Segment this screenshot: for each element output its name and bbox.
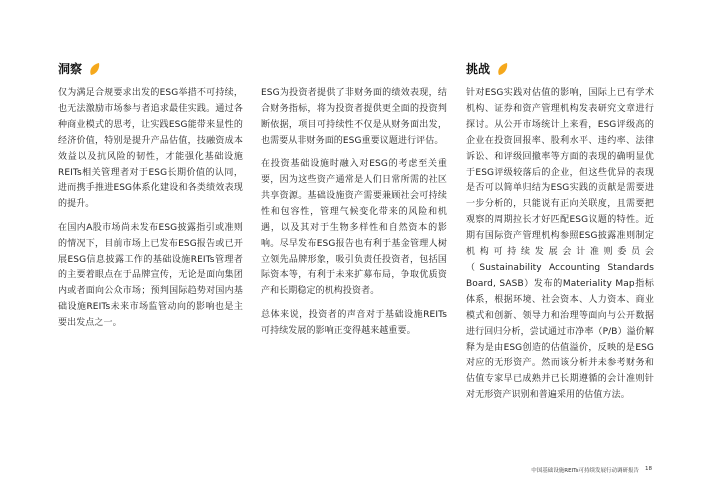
footer-title: 中国基础设施REITs可持续发展行动调研报告 <box>531 468 639 474</box>
column-insight-2 <box>261 86 447 347</box>
heading-challenge-text: 挑战 <box>466 62 491 76</box>
page-footer <box>531 466 652 474</box>
column-insight-1 <box>58 86 243 340</box>
paragraph: 总体来说，投资者的声音对于基础设施REITs可持续发展的影响正变得越来越重要。 <box>261 309 447 336</box>
heading-insight-text: 洞察 <box>58 62 83 76</box>
paragraph: 仅为满足合规要求出发的ESG举措不可持续，也无法激励市场参与者追求最佳实践。通过各种商业模式的思考，让实践ESG能带来显性的经济价值，特别是提升产品估值，技融资成本效益以及抗风险的韧性，才能强化基础设施REITs相关管理者对于ESG长期价值的认同，进而携手推进ESG体系化建设和各类绩效表现的提升。 <box>58 88 243 210</box>
paragraph: ESG为投资者提供了非财务面的绩效表现，结合财务指标，将为投资者提供更全面的投资判断依据，项目可持续性不仅是从财务面出发，也需要从非财务面的ESG重要议题进行评估。 <box>261 88 447 146</box>
paragraph: 针对ESG实践对估值的影响，国际上已有学术机构、证券和资产管理机构发表研究文章进行探讨。从公开市场统计上来看，ESG评级高的企业在投资回报率、股利水平、违约率、法律诉讼、和评级回撤率等方面的表现的确明显优于ESG评级较落后的企业，但这些优异的表现是否可以简单归结为ESG实践的贡献是需要进一步分析的，只能说有正向关联度，且需要把观察的周期拉长才好匹配ESG议题的特性。近期有国际资产管理机构参照ESG披露准则制定机构可持续发展会计准则委员会（Sustainability Accounting Standards Board, SASB）发布的Materiality Map指标体系，根据环境、社会资本、人力资本、商业模式和创新、领导力和治理等面向与公开数据进行回归分析，尝试通过市净率（P/B）溢价解释为是由ESG创造的估值溢价，反映的是ESG对应的无形资产。然而该分析并未参考财务和估值专家早已成熟并已长期遵循的会计准则针对无形资产识别和普遍采用的估值方法。 <box>466 88 654 401</box>
heading-challenge <box>466 60 508 77</box>
heading-insight <box>58 60 100 77</box>
leaf-icon <box>89 62 100 76</box>
paragraph: 在投资基础设施时融入对ESG的考虑至关重要，因为这些资产通常是人们日常所需的社区共享资源。基础设施资产需要兼顾社会可持续性和包容性，管理气候变化带来的风险和机遇，以及其对于生物多样性和自然资本的影响。尽早发布ESG报告也有利于基金管理人树立领先品牌形象，吸引负责任投资者，包括国际资本等，有利于未来扩募布局，争取优质资产和长期稳定的机构投资者。 <box>261 159 447 297</box>
paragraph: 在国内A股市场尚未发布ESG披露指引或准则的情况下，目前市场上已发布ESG报告或已开展ESG信息披露工作的基础设施REITs管理者的主要着眼点在于品牌宣传，无论是面向集团内或者面向公众市场；预判国际趋势对国内基础设施REITs未来市场监管动向的影响也是主要出发点之一。 <box>58 222 243 329</box>
column-challenge <box>466 86 654 412</box>
leaf-icon <box>497 62 508 76</box>
page-number: 18 <box>645 466 652 472</box>
